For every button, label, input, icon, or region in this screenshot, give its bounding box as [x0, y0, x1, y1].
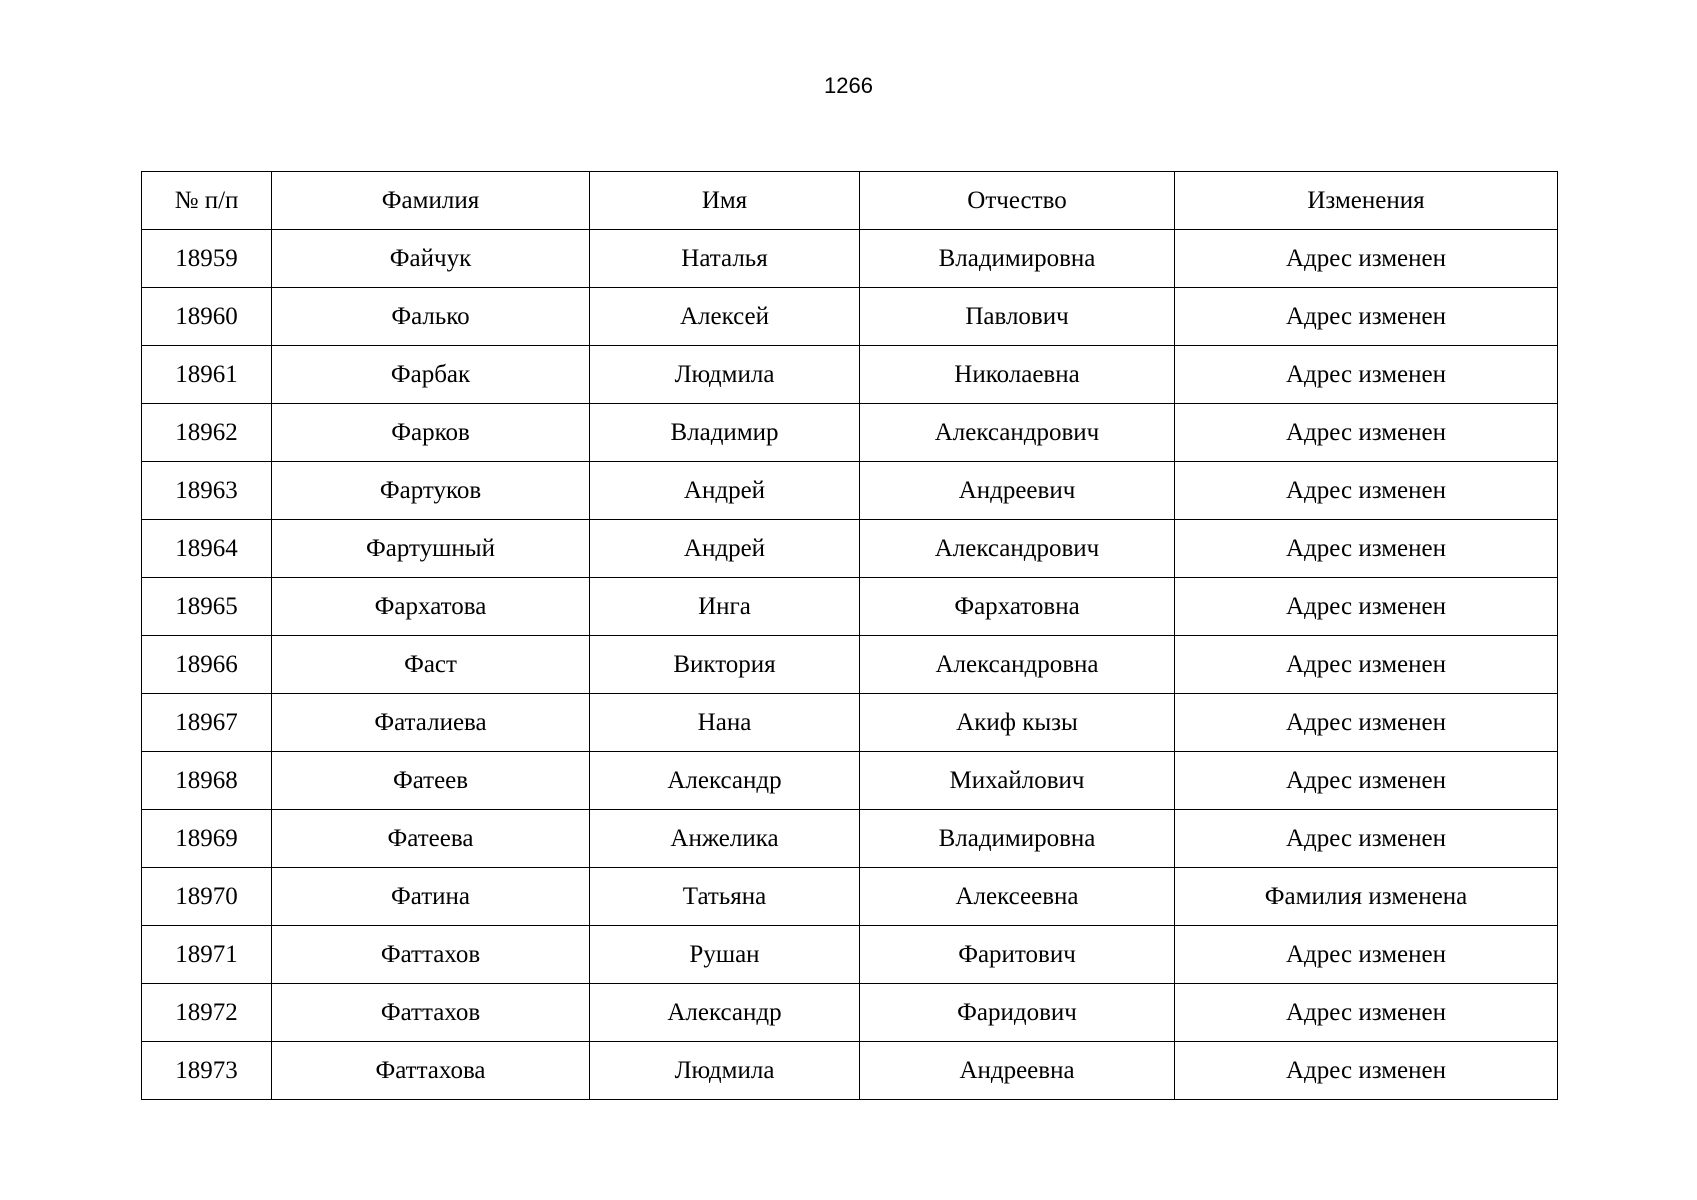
cell-changes: Адрес изменен — [1175, 462, 1558, 520]
cell-num: 18967 — [142, 694, 272, 752]
cell-changes: Адрес изменен — [1175, 1042, 1558, 1100]
cell-first-name: Владимир — [590, 404, 860, 462]
cell-patronymic: Андреевич — [860, 462, 1175, 520]
cell-patronymic: Андреевна — [860, 1042, 1175, 1100]
cell-changes: Адрес изменен — [1175, 404, 1558, 462]
cell-changes: Фамилия изменена — [1175, 868, 1558, 926]
cell-first-name: Александр — [590, 984, 860, 1042]
cell-patronymic: Александровна — [860, 636, 1175, 694]
cell-num: 18959 — [142, 230, 272, 288]
table-row — [142, 926, 1558, 984]
header-row — [142, 172, 1558, 230]
cell-first-name: Татьяна — [590, 868, 860, 926]
cell-num: 18964 — [142, 520, 272, 578]
cell-changes: Адрес изменен — [1175, 578, 1558, 636]
table-row — [142, 230, 1558, 288]
cell-first-name: Андрей — [590, 462, 860, 520]
cell-num: 18968 — [142, 752, 272, 810]
cell-first-name: Наталья — [590, 230, 860, 288]
cell-changes: Адрес изменен — [1175, 810, 1558, 868]
cell-patronymic: Алексеевна — [860, 868, 1175, 926]
page-number: 1266 — [824, 73, 873, 98]
cell-last-name: Фатеев — [272, 752, 590, 810]
cell-patronymic: Фаритович — [860, 926, 1175, 984]
cell-num: 18960 — [142, 288, 272, 346]
cell-last-name: Фархатова — [272, 578, 590, 636]
cell-last-name: Фаттахов — [272, 926, 590, 984]
registry-table — [141, 171, 1558, 1100]
table-body — [142, 230, 1558, 1100]
header-num: № п/п — [142, 172, 272, 230]
cell-last-name: Фаст — [272, 636, 590, 694]
cell-last-name: Файчук — [272, 230, 590, 288]
table-row — [142, 520, 1558, 578]
cell-last-name: Фатина — [272, 868, 590, 926]
cell-first-name: Рушан — [590, 926, 860, 984]
header-first-name: Имя — [590, 172, 860, 230]
cell-first-name: Александр — [590, 752, 860, 810]
cell-first-name: Виктория — [590, 636, 860, 694]
cell-last-name: Фаттахов — [272, 984, 590, 1042]
cell-num: 18970 — [142, 868, 272, 926]
cell-changes: Адрес изменен — [1175, 230, 1558, 288]
cell-first-name: Андрей — [590, 520, 860, 578]
cell-changes: Адрес изменен — [1175, 636, 1558, 694]
table-row — [142, 578, 1558, 636]
table-row — [142, 1042, 1558, 1100]
header-changes: Изменения — [1175, 172, 1558, 230]
cell-changes: Адрес изменен — [1175, 288, 1558, 346]
cell-first-name: Людмила — [590, 346, 860, 404]
table-header — [142, 172, 1558, 230]
cell-last-name: Фарков — [272, 404, 590, 462]
cell-num: 18969 — [142, 810, 272, 868]
cell-last-name: Фаттахова — [272, 1042, 590, 1100]
table-row — [142, 462, 1558, 520]
table-row — [142, 868, 1558, 926]
table-row — [142, 694, 1558, 752]
table-row — [142, 636, 1558, 694]
cell-changes: Адрес изменен — [1175, 346, 1558, 404]
table-row — [142, 752, 1558, 810]
cell-changes: Адрес изменен — [1175, 752, 1558, 810]
cell-num: 18963 — [142, 462, 272, 520]
table-row — [142, 346, 1558, 404]
cell-patronymic: Фаридович — [860, 984, 1175, 1042]
header-patronymic: Отчество — [860, 172, 1175, 230]
table-row — [142, 984, 1558, 1042]
cell-last-name: Фатеева — [272, 810, 590, 868]
cell-last-name: Фартуков — [272, 462, 590, 520]
cell-num: 18972 — [142, 984, 272, 1042]
cell-num: 18961 — [142, 346, 272, 404]
cell-first-name: Нана — [590, 694, 860, 752]
table-row — [142, 288, 1558, 346]
cell-patronymic: Владимировна — [860, 810, 1175, 868]
cell-changes: Адрес изменен — [1175, 694, 1558, 752]
cell-patronymic: Павлович — [860, 288, 1175, 346]
cell-first-name: Людмила — [590, 1042, 860, 1100]
cell-num: 18971 — [142, 926, 272, 984]
cell-first-name: Анжелика — [590, 810, 860, 868]
cell-patronymic: Николаевна — [860, 346, 1175, 404]
cell-last-name: Фарбак — [272, 346, 590, 404]
table-row — [142, 810, 1558, 868]
cell-patronymic: Михайлович — [860, 752, 1175, 810]
header-last-name: Фамилия — [272, 172, 590, 230]
cell-last-name: Фалько — [272, 288, 590, 346]
cell-num: 18962 — [142, 404, 272, 462]
cell-patronymic: Владимировна — [860, 230, 1175, 288]
table-row — [142, 404, 1558, 462]
cell-first-name: Алексей — [590, 288, 860, 346]
cell-num: 18966 — [142, 636, 272, 694]
cell-last-name: Фартушный — [272, 520, 590, 578]
cell-changes: Адрес изменен — [1175, 984, 1558, 1042]
cell-last-name: Фаталиева — [272, 694, 590, 752]
cell-num: 18973 — [142, 1042, 272, 1100]
cell-num: 18965 — [142, 578, 272, 636]
cell-changes: Адрес изменен — [1175, 926, 1558, 984]
cell-patronymic: Акиф кызы — [860, 694, 1175, 752]
cell-changes: Адрес изменен — [1175, 520, 1558, 578]
cell-patronymic: Александрович — [860, 404, 1175, 462]
cell-first-name: Инга — [590, 578, 860, 636]
cell-patronymic: Александрович — [860, 520, 1175, 578]
cell-patronymic: Фархатовна — [860, 578, 1175, 636]
